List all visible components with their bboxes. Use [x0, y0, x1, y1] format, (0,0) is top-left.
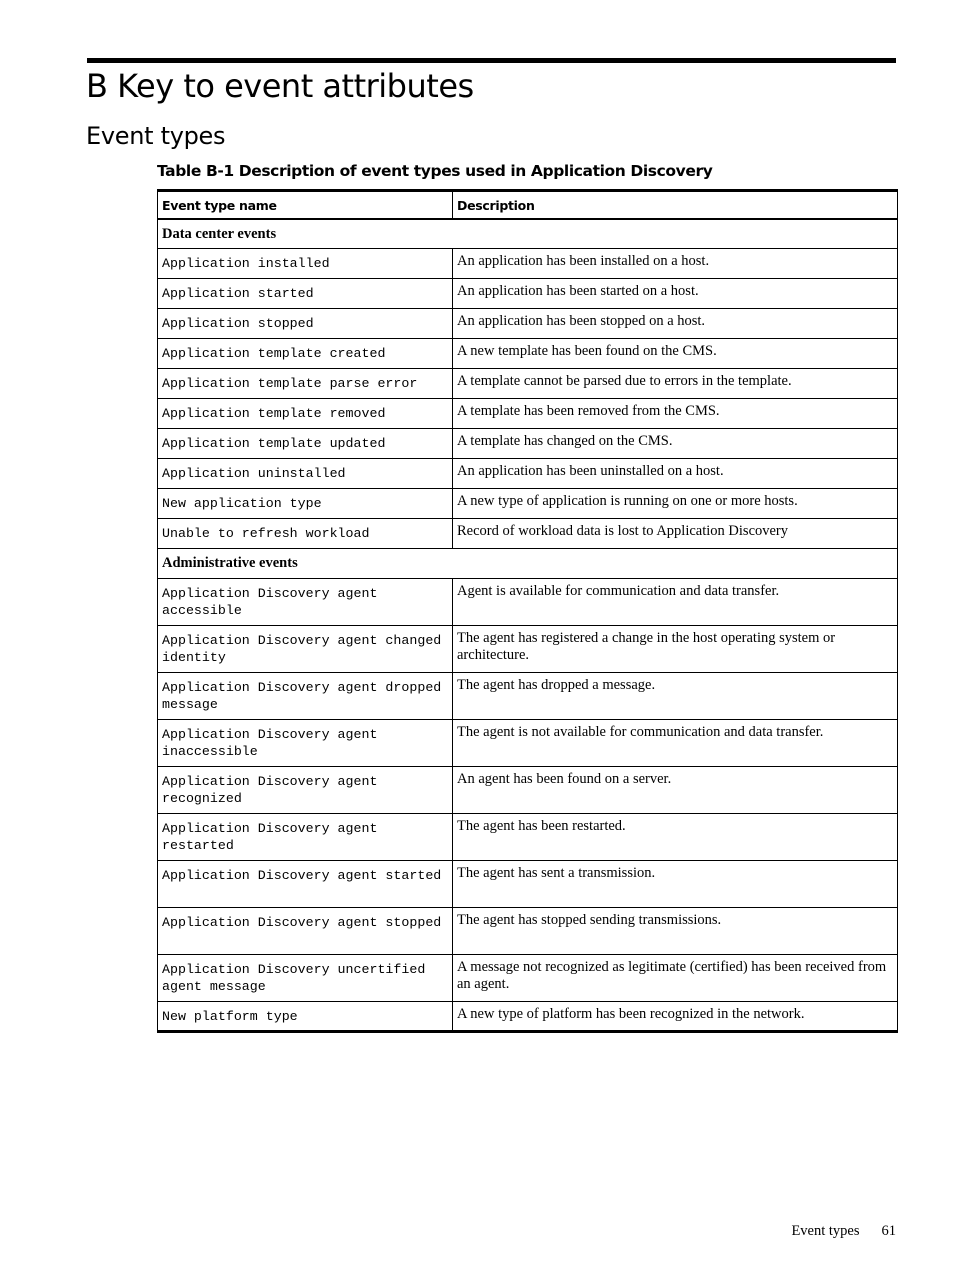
event-name: Application Discovery agent restarted — [158, 814, 453, 861]
event-name: New application type — [158, 489, 453, 519]
page-number: 61 — [881, 1223, 896, 1239]
table-row — [158, 579, 898, 626]
event-description: A template has been removed from the CMS. — [453, 399, 898, 429]
event-name: Application Discovery agent stopped — [158, 908, 453, 955]
event-description: The agent has dropped a message. — [453, 673, 898, 720]
event-description: The agent has stopped sending transmissions. — [453, 908, 898, 955]
header-description: Description — [453, 191, 898, 219]
group-header-administrative: Administrative events — [158, 549, 898, 579]
table-row — [158, 399, 898, 429]
event-name: New platform type — [158, 1002, 453, 1032]
table-row — [158, 339, 898, 369]
table-row — [158, 519, 898, 549]
chapter-title: B Key to event attributes — [86, 67, 474, 105]
table-row — [158, 861, 898, 908]
event-name: Unable to refresh workload — [158, 519, 453, 549]
table-row — [158, 279, 898, 309]
table-row — [158, 429, 898, 459]
event-name: Application template created — [158, 339, 453, 369]
event-name: Application Discovery agent changed identity — [158, 626, 453, 673]
event-name: Application template updated — [158, 429, 453, 459]
event-types-table — [157, 189, 898, 1033]
event-description: The agent is not available for communication and data transfer. — [453, 720, 898, 767]
event-description: A new template has been found on the CMS. — [453, 339, 898, 369]
event-description: A new type of platform has been recognized in the network. — [453, 1002, 898, 1032]
event-description: The agent has been restarted. — [453, 814, 898, 861]
event-name: Application stopped — [158, 309, 453, 339]
table-row — [158, 626, 898, 673]
table-row — [158, 369, 898, 399]
event-description: The agent has sent a transmission. — [453, 861, 898, 908]
event-name: Application template parse error — [158, 369, 453, 399]
table-row — [158, 720, 898, 767]
table-row — [158, 908, 898, 955]
event-name: Application Discovery agent dropped message — [158, 673, 453, 720]
table-row — [158, 767, 898, 814]
table-caption: Table B-1 Description of event types used in Application Discovery — [157, 162, 713, 180]
event-description: The agent has registered a change in the host operating system or architecture. — [453, 626, 898, 673]
event-name: Application installed — [158, 249, 453, 279]
event-description: A new type of application is running on one or more hosts. — [453, 489, 898, 519]
event-description: An application has been uninstalled on a host. — [453, 459, 898, 489]
header-event-type-name: Event type name — [158, 191, 453, 219]
event-name: Application Discovery uncertified agent message — [158, 955, 453, 1002]
table-row — [158, 673, 898, 720]
footer-section-name: Event types — [791, 1223, 860, 1239]
event-description: An agent has been found on a server. — [453, 767, 898, 814]
table-row — [158, 489, 898, 519]
event-name: Application Discovery agent recognized — [158, 767, 453, 814]
event-name: Application Discovery agent started — [158, 861, 453, 908]
event-description: Record of workload data is lost to Application Discovery — [453, 519, 898, 549]
event-description: An application has been installed on a host. — [453, 249, 898, 279]
event-description: Agent is available for communication and data transfer. — [453, 579, 898, 626]
event-name: Application uninstalled — [158, 459, 453, 489]
event-name: Application Discovery agent inaccessible — [158, 720, 453, 767]
table-row — [158, 459, 898, 489]
group-header-data-center: Data center events — [158, 219, 898, 249]
table-row — [158, 955, 898, 1002]
section-title: Event types — [86, 122, 226, 150]
event-description: An application has been stopped on a host. — [453, 309, 898, 339]
event-description: A template has changed on the CMS. — [453, 429, 898, 459]
page-footer — [791, 1222, 896, 1240]
table-row — [158, 309, 898, 339]
event-description: An application has been started on a host. — [453, 279, 898, 309]
table-row — [158, 249, 898, 279]
chapter-top-rule — [87, 58, 896, 63]
table-header-row — [158, 191, 898, 219]
event-name: Application Discovery agent accessible — [158, 579, 453, 626]
event-name: Application template removed — [158, 399, 453, 429]
table-row — [158, 814, 898, 861]
event-name: Application started — [158, 279, 453, 309]
event-description: A template cannot be parsed due to errors in the template. — [453, 369, 898, 399]
table-row — [158, 1002, 898, 1032]
event-description: A message not recognized as legitimate (certified) has been received from an agent. — [453, 955, 898, 1002]
